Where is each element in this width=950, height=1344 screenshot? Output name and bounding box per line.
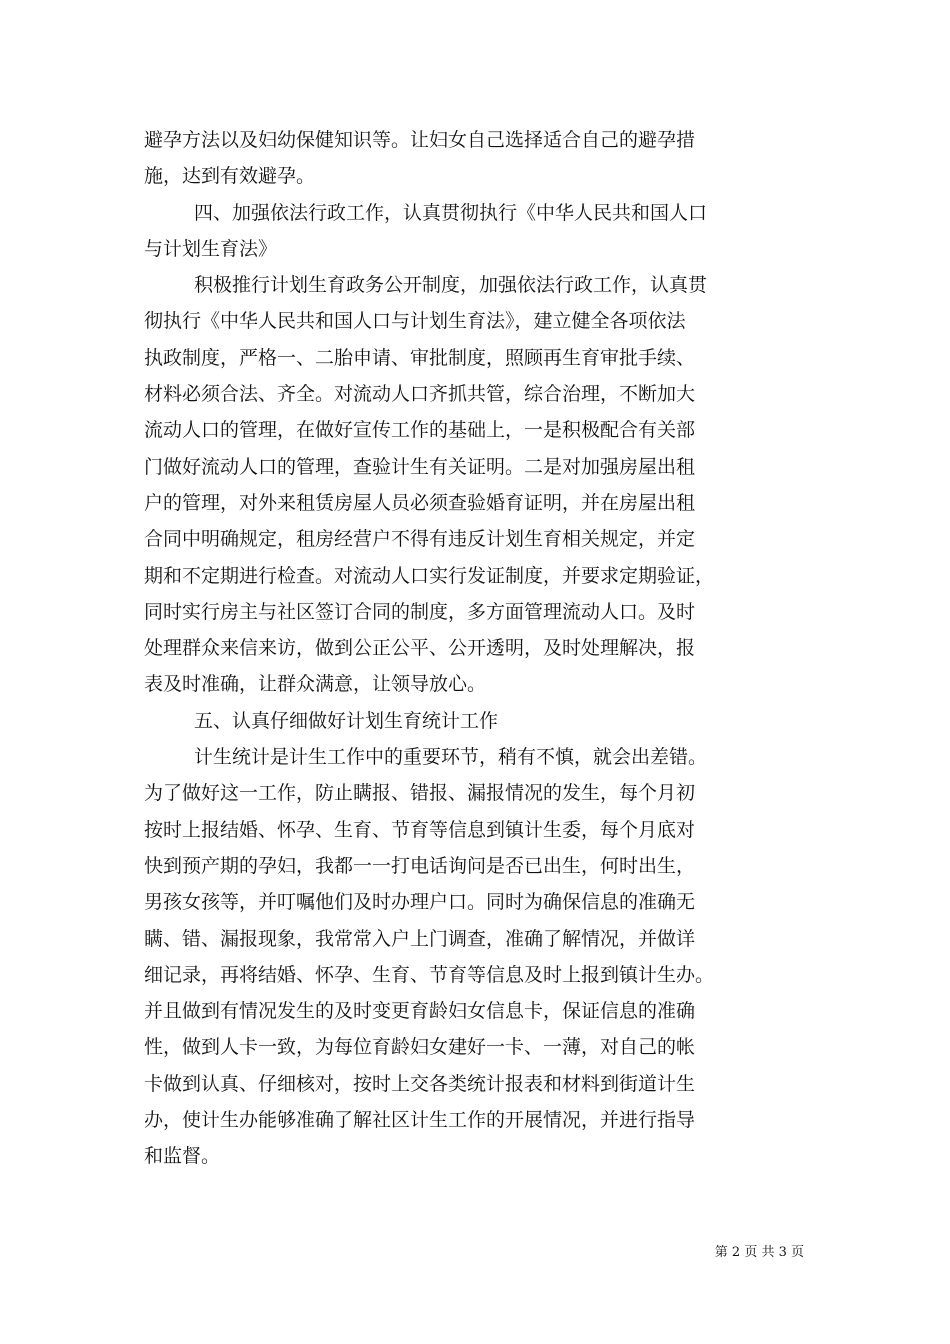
text-line: 计生统计是计生工作中的重要环节，稍有不慎，就会出差错。 xyxy=(194,746,708,769)
text-line: 瞒、错、漏报现象，我常常入户上门调查，准确了解情况，并做详 xyxy=(144,927,696,950)
text-line: 细记录，再将结婚、怀孕、生育、节育等信息及时上报到镇计生办。 xyxy=(144,963,715,986)
text-line: 合同中明确规定，租房经营户不得有违反计划生育相关规定，并定 xyxy=(144,528,696,551)
page-number-footer: 第 2 页 共 3 页 xyxy=(714,1245,804,1260)
text-line: 彻执行《中华人民共和国人口与计划生育法》，建立健全各项依法 xyxy=(144,310,686,333)
text-line: 户的管理，对外来租赁房屋人员必须查验婚育证明，并在房屋出租 xyxy=(144,491,696,514)
text-line: 流动人口的管理，在做好宣传工作的基础上，一是积极配合有关部 xyxy=(144,419,696,442)
text-line: 快到预产期的孕妇，我都一一打电话询问是否已出生，何时出生， xyxy=(144,854,696,877)
text-line: 同时实行房主与社区签订合同的制度，多方面管理流动人口。及时 xyxy=(144,600,696,623)
text-line: 门做好流动人口的管理，查验计生有关证明。二是对加强房屋出租 xyxy=(144,455,696,478)
section-heading-cont: 与计划生育法》 xyxy=(144,237,278,260)
text-line: 施，达到有效避孕。 xyxy=(144,165,316,188)
text-line: 并且做到有情况发生的及时变更育龄妇女信息卡，保证信息的准确 xyxy=(144,1000,696,1023)
text-line: 卡做到认真、仔细核对，按时上交各类统计报表和材料到街道计生 xyxy=(144,1072,696,1095)
text-line: 期和不定期进行检查。对流动人口实行发证制度，并要求定期验证， xyxy=(144,564,715,587)
section-heading: 五、认真仔细做好计划生育统计工作 xyxy=(194,709,499,732)
text-line: 材料必须合法、齐全。对流动人口齐抓共管，综合治理，不断加大 xyxy=(144,383,696,406)
text-line: 性，做到人卡一致，为每位育龄妇女建好一卡、一薄，对自己的帐 xyxy=(144,1036,696,1059)
text-line: 为了做好这一工作，防止瞒报、错报、漏报情况的发生，每个月初 xyxy=(144,782,696,805)
text-line: 按时上报结婚、怀孕、生育、节育等信息到镇计生委，每个月底对 xyxy=(144,818,696,841)
text-line: 男孩女孩等，并叮嘱他们及时办理户口。同时为确保信息的准确无 xyxy=(144,891,696,914)
document-body xyxy=(144,122,808,1175)
text-line: 处理群众来信来访，做到公正公平、公开透明，及时处理解决，报 xyxy=(144,637,696,660)
section-heading: 四、加强依法行政工作，认真贯彻执行《中华人民共和国人口 xyxy=(194,201,708,224)
text-line: 和监督。 xyxy=(144,1145,221,1168)
text-line: 办，使计生办能够准确了解社区计生工作的开展情况，并进行指导 xyxy=(144,1109,696,1132)
text-line: 执政制度，严格一、二胎申请、审批制度，照顾再生育审批手续、 xyxy=(144,346,696,369)
text-line: 表及时准确，让群众满意，让领导放心。 xyxy=(144,673,487,696)
text-line: 积极推行计划生育政务公开制度，加强依法行政工作，认真贯 xyxy=(194,274,708,297)
text-line: 避孕方法以及妇幼保健知识等。让妇女自己选择适合自己的避孕措 xyxy=(144,129,696,151)
